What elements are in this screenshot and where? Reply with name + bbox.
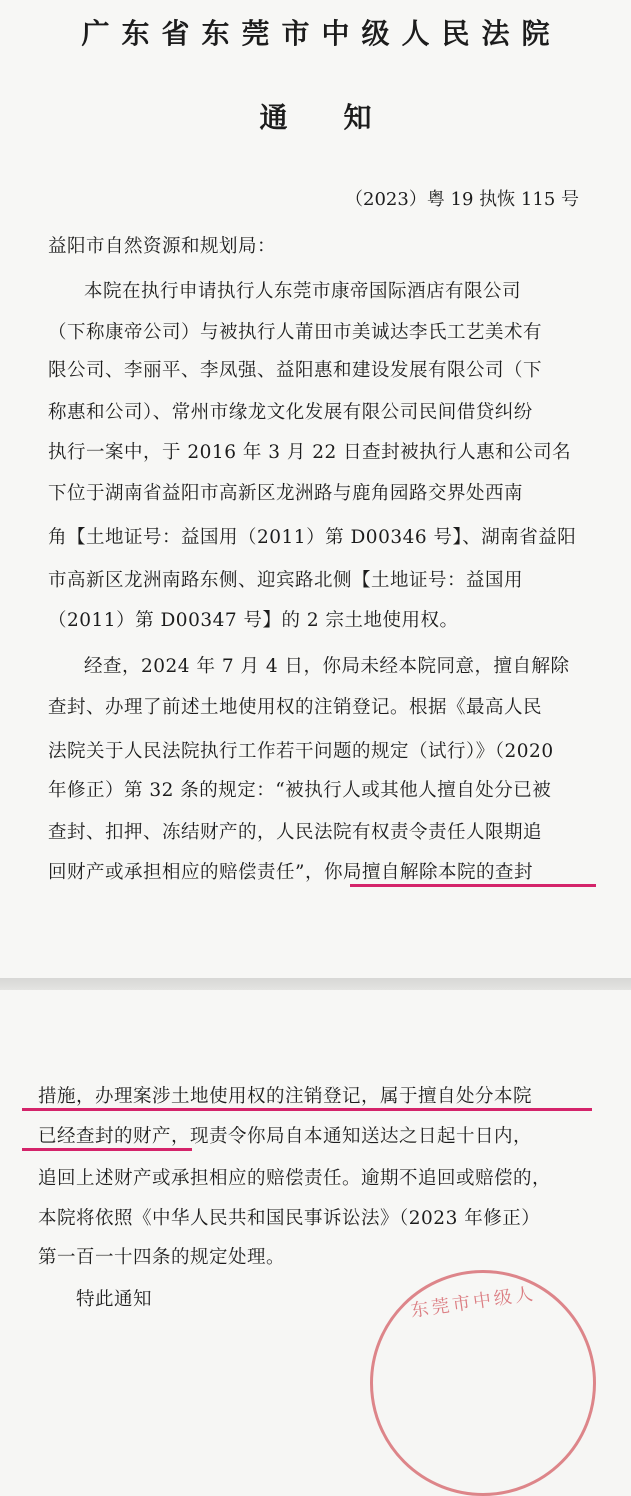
document-page-bottom [0,990,631,1330]
page-divider [0,978,631,990]
highlight-underline [350,884,596,887]
body-line: 市高新区龙洲南路东侧、迎宾路北侧【土地证号：益国用 [48,570,524,591]
highlight-underline [22,1148,192,1151]
body-line: （2011）第 D00347 号】的 2 宗土地使用权。 [48,610,459,631]
body-line: 第一百一十四条的规定处理。 [38,1247,286,1268]
court-title: 广东省东莞市中级人民法院 [81,17,562,50]
body-line: 法院关于人民法院执行工作若干问题的规定（试行）》（2020 [48,741,554,762]
court-seal-text: 东莞市中级人 [409,1283,538,1322]
body-line: 限公司、李丽平、李凤强、益阳惠和建设发展有限公司（下 [48,360,543,381]
body-line: 下位于湖南省益阳市高新区龙洲路与鹿角园路交界处西南 [48,483,524,504]
body-line: 称惠和公司）、常州市缘龙文化发展有限公司民间借贷纠纷 [48,402,533,423]
body-line: 执行一案中，于 2016 年 3 月 22 日查封被执行人惠和公司名 [48,442,572,463]
addressee: 益阳市自然资源和规划局： [48,236,277,257]
body-line: 已经查封的财产，现责令你局自本通知送达之日起十日内， [38,1126,533,1147]
body-line: 措施，办理案涉土地使用权的注销登记，属于擅自处分本院 [38,1086,533,1107]
body-line: 经查，2024 年 7 月 4 日，你局未经本院同意，擅自解除 [84,656,570,677]
notice-heading: 通知 [259,101,428,134]
body-line: 角【土地证号：益国用（2011）第 D00346 号】、湖南省益阳 [48,527,577,548]
body-line: 查封、办理了前述土地使用权的注销登记。根据《最高人民 [48,697,543,718]
body-line: 回财产或承担相应的赔偿责任”，你局擅自解除本院的查封 [48,862,533,883]
case-number: （2023）粤 19 执恢 115 号 [345,189,579,210]
highlight-underline [22,1108,592,1111]
body-line: 年修正）第 32 条的规定：“被执行人或其他人擅自处分已被 [48,780,552,801]
closing-line: 特此通知 [76,1289,153,1310]
body-line: （下称康帝公司）与被执行人莆田市美诚达李氏工艺美术有 [48,322,543,343]
body-line: 本院在执行申请执行人东莞市康帝国际酒店有限公司 [84,281,522,302]
body-line: 本院将依照《中华人民共和国民事诉讼法》（2023 年修正） [38,1208,541,1229]
body-line: 追回上述财产或承担相应的赔偿责任。逾期不追回或赔偿的， [38,1168,552,1189]
body-line: 查封、扣押、冻结财产的，人民法院有权责令责任人限期追 [48,822,543,843]
